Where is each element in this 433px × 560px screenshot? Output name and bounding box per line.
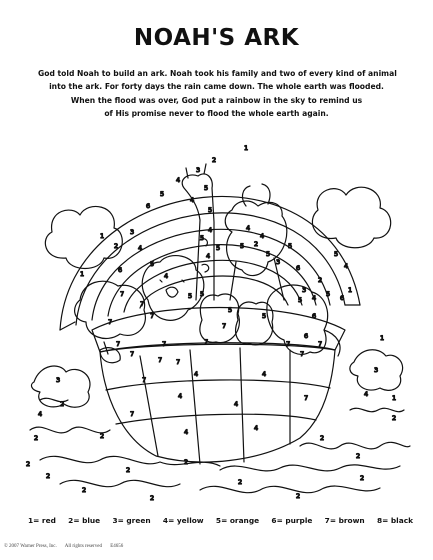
region-numbers [26,144,396,502]
story-line: into the ark. For forty days the rain came down. The whole earth was flooded. [49,82,384,92]
region-number: 7 [116,340,121,348]
color-key-number: 6 [271,516,277,525]
region-number: 5 [160,190,165,198]
region-number: 4 [262,370,267,378]
region-number: 4 [246,224,251,232]
region-number: 5 [262,312,267,320]
region-number: 2 [60,400,65,408]
region-number: 2 [82,486,87,494]
ark [92,308,345,465]
color-key-number: 1 [28,516,34,525]
region-number: 7 [318,340,323,348]
region-number: 2 [34,434,39,442]
color-key-number: 3 [112,516,118,525]
region-number: 4 [190,196,195,204]
region-number: 5 [188,292,193,300]
region-number: 4 [254,424,259,432]
region-number: 7 [108,318,113,326]
story-line: of His promise never to flood the whole earth again. [104,109,329,119]
region-number: 3 [130,228,135,236]
color-key-name: black [390,516,413,525]
region-number: 3 [276,258,281,266]
region-number: 4 [164,272,169,280]
region-number: 4 [234,400,239,408]
region-number: 7 [130,350,135,358]
rights-text: All rights reserved [64,544,102,549]
region-number: 1 [80,270,85,278]
region-number: 1 [380,334,385,342]
region-number: 4 [344,262,349,270]
color-key-name: orange [229,516,260,525]
region-number: 2 [296,492,301,500]
color-key-item: 4= yellow [162,516,204,525]
region-number: 3 [374,366,379,374]
region-number: 3 [56,376,61,384]
region-number: 2 [100,432,105,440]
region-number: 4 [312,294,317,302]
color-key-number: 8 [376,516,383,525]
region-number: 2 [238,478,243,486]
region-number: 4 [208,226,213,234]
cloud-left [45,206,122,268]
region-number: 4 [176,176,181,184]
region-number: 7 [162,340,167,348]
color-key-name: green [126,516,151,525]
color-key-number: 5 [215,516,222,525]
region-number: 3 [196,166,201,174]
rainbow [60,196,360,330]
region-number: 4 [138,244,143,252]
color-key-item: 2= blue [68,516,101,525]
region-number: 5 [298,296,303,304]
color-key-item: 3= green [112,516,151,525]
region-number: 2 [114,242,119,250]
region-number: 5 [208,206,213,214]
region-number: 7 [120,290,125,298]
region-number: 5 [240,242,245,250]
region-number: 5 [326,290,331,298]
color-key [28,516,413,530]
region-number: 6 [304,332,309,340]
region-number: 2 [126,466,131,474]
color-key-item: 8= black [376,516,413,525]
region-number: 2 [150,494,155,502]
region-number: 4 [194,370,199,378]
region-number: 2 [254,240,259,248]
region-number: 6 [312,312,317,320]
region-number: 6 [118,266,123,274]
page-title: NOAH'S ARK [133,25,300,51]
color-by-number-illustration [0,130,433,510]
region-number: 5 [200,290,205,298]
region-number: 7 [150,312,155,320]
region-number: 1 [244,144,249,152]
product-code: E4656 [110,544,124,549]
color-key-number: 7 [324,516,330,525]
story-line: When the flood was over, God put a rainbow in the sky to remind us [70,95,363,105]
color-key-item: 5= orange [215,516,260,525]
region-number: 6 [296,264,301,272]
color-key-item: 6= purple [271,516,313,525]
region-number: 5 [216,244,221,252]
region-number: 3 [302,286,307,294]
region-number: 4 [260,232,265,240]
region-number: 7 [176,358,181,366]
color-key-number: 2 [68,516,74,525]
color-key-item: 1= red [28,516,56,525]
region-number: 5 [334,250,339,258]
region-number: 2 [320,434,325,442]
region-number: 2 [46,472,51,480]
region-number: 5 [204,184,209,192]
story-text [38,67,395,121]
copyright-text: © 2007 Warner Press, Inc. [4,544,57,549]
region-number: 5 [266,250,271,258]
region-number: 2 [356,452,361,460]
region-number: 7 [304,394,309,402]
color-key-number: 4 [162,516,169,525]
region-number: 2 [392,414,397,422]
region-number: 7 [142,376,147,384]
region-number: 2 [360,474,365,482]
shore [32,350,403,407]
region-number: 2 [26,460,31,468]
region-number: 2 [184,458,189,466]
region-number: 2 [318,276,323,284]
region-number: 5 [150,260,155,268]
color-key-name: blue [82,516,101,525]
region-number: 7 [222,322,227,330]
region-number: 1 [392,394,397,402]
region-number: 7 [158,356,163,364]
color-key-name: yellow [176,516,204,525]
region-number: 2 [212,156,217,164]
region-number: 5 [200,234,205,242]
region-number: 7 [140,300,145,308]
region-number: 4 [178,392,183,400]
color-key-name: brown [338,516,365,525]
region-number: 4 [364,390,369,398]
color-key-name: red [41,516,56,525]
copyright-footer [4,544,130,549]
region-number: 1 [348,286,353,294]
region-number: 7 [300,350,305,358]
story-line: God told Noah to build an ark. Noah took his family and two of every kind of animal [38,69,397,78]
region-number: 7 [286,340,291,348]
region-number: 6 [146,202,151,210]
region-number: 4 [38,410,43,418]
region-number: 7 [204,338,209,346]
region-number: 4 [184,428,189,436]
region-number: 5 [228,306,233,314]
color-key-name: purple [285,516,313,525]
region-number: 1 [100,232,105,240]
region-number: 7 [130,410,135,418]
region-number: 5 [288,242,293,250]
water [30,398,410,492]
region-number: 6 [340,294,345,302]
color-key-item: 7= brown [324,516,365,525]
cloud-right [312,187,390,248]
region-number: 4 [206,252,211,260]
